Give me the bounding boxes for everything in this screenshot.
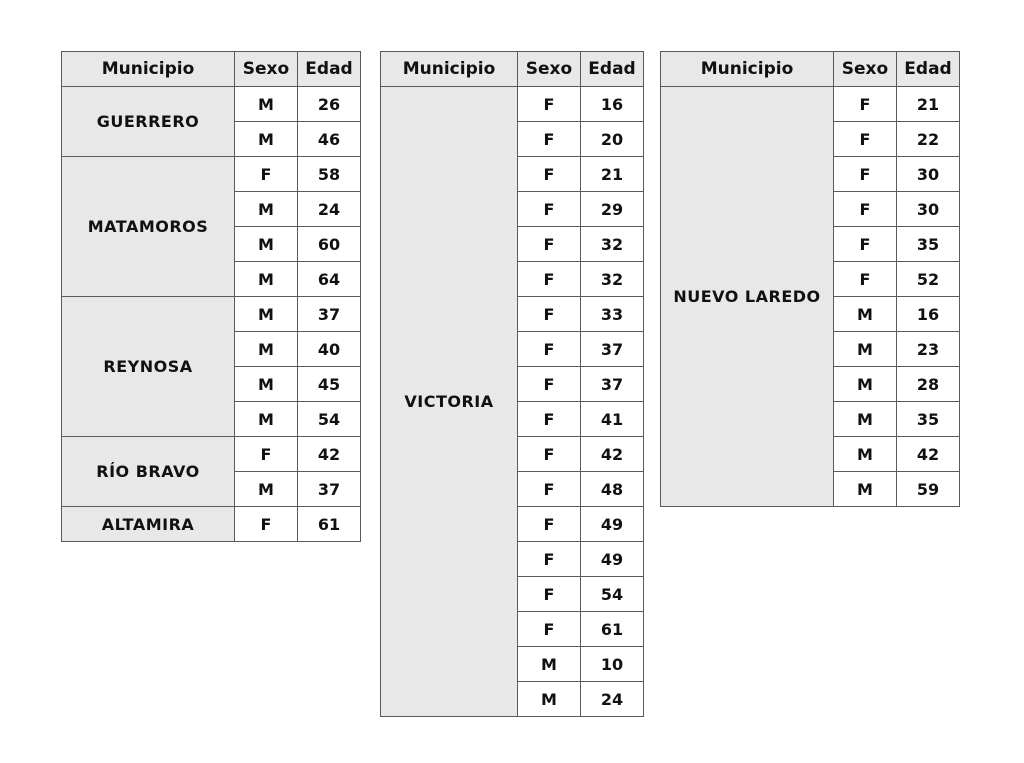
sexo-cell: M	[235, 192, 298, 227]
edad-cell: 24	[298, 192, 361, 227]
edad-cell: 32	[581, 262, 644, 297]
edad-cell: 33	[581, 297, 644, 332]
sexo-cell: F	[518, 122, 581, 157]
sexo-cell: M	[834, 402, 897, 437]
sexo-cell: M	[235, 227, 298, 262]
edad-cell: 42	[897, 437, 960, 472]
sexo-cell: M	[235, 297, 298, 332]
sexo-cell: F	[518, 612, 581, 647]
edad-cell: 22	[897, 122, 960, 157]
sexo-cell: M	[518, 682, 581, 717]
sexo-cell: M	[235, 122, 298, 157]
sexo-cell: F	[235, 437, 298, 472]
edad-cell: 60	[298, 227, 361, 262]
municipio-cell: MATAMOROS	[62, 157, 235, 297]
sexo-cell: F	[235, 507, 298, 542]
sexo-cell: F	[834, 192, 897, 227]
table-body	[661, 87, 960, 507]
edad-cell: 21	[897, 87, 960, 122]
edad-cell: 24	[581, 682, 644, 717]
edad-cell: 58	[298, 157, 361, 192]
edad-cell: 37	[298, 472, 361, 507]
municipio-cell: RÍO BRAVO	[62, 437, 235, 507]
municipio-table-1	[61, 51, 361, 542]
edad-cell: 59	[897, 472, 960, 507]
header-sexo: Sexo	[834, 52, 897, 87]
edad-cell: 21	[581, 157, 644, 192]
edad-cell: 35	[897, 227, 960, 262]
sexo-cell: M	[834, 297, 897, 332]
table-row	[62, 507, 361, 542]
edad-cell: 46	[298, 122, 361, 157]
municipio-cell: ALTAMIRA	[62, 507, 235, 542]
sexo-cell: F	[518, 332, 581, 367]
header-edad: Edad	[581, 52, 644, 87]
sexo-cell: F	[518, 297, 581, 332]
edad-cell: 23	[897, 332, 960, 367]
edad-cell: 37	[581, 332, 644, 367]
municipio-cell: VICTORIA	[381, 87, 518, 717]
sexo-cell: M	[834, 332, 897, 367]
sexo-cell: F	[518, 402, 581, 437]
sexo-cell: F	[518, 227, 581, 262]
edad-cell: 52	[897, 262, 960, 297]
sexo-cell: M	[235, 332, 298, 367]
edad-cell: 40	[298, 332, 361, 367]
sexo-cell: F	[834, 157, 897, 192]
sexo-cell: F	[518, 472, 581, 507]
edad-cell: 42	[298, 437, 361, 472]
sexo-cell: F	[518, 157, 581, 192]
edad-cell: 29	[581, 192, 644, 227]
edad-cell: 16	[897, 297, 960, 332]
municipio-table-3	[660, 51, 960, 507]
edad-cell: 45	[298, 367, 361, 402]
sexo-cell: F	[518, 192, 581, 227]
sexo-cell: M	[235, 367, 298, 402]
edad-cell: 10	[581, 647, 644, 682]
sexo-cell: F	[834, 227, 897, 262]
municipio-cell: REYNOSA	[62, 297, 235, 437]
table-row	[661, 87, 960, 122]
sexo-cell: M	[235, 87, 298, 122]
table-header	[62, 52, 361, 87]
edad-cell: 37	[298, 297, 361, 332]
municipio-table-2	[380, 51, 644, 717]
header-municipio: Municipio	[62, 52, 235, 87]
edad-cell: 61	[581, 612, 644, 647]
edad-cell: 26	[298, 87, 361, 122]
sexo-cell: F	[518, 87, 581, 122]
sexo-cell: F	[518, 577, 581, 612]
sexo-cell: F	[518, 262, 581, 297]
table-header	[661, 52, 960, 87]
edad-cell: 54	[581, 577, 644, 612]
edad-cell: 49	[581, 507, 644, 542]
table-row	[381, 87, 644, 122]
table-row	[62, 437, 361, 472]
table-row	[62, 157, 361, 192]
edad-cell: 30	[897, 192, 960, 227]
sexo-cell: F	[518, 507, 581, 542]
sexo-cell: F	[834, 122, 897, 157]
sexo-cell: F	[834, 262, 897, 297]
sexo-cell: F	[518, 437, 581, 472]
sexo-cell: F	[518, 542, 581, 577]
edad-cell: 48	[581, 472, 644, 507]
sexo-cell: F	[834, 87, 897, 122]
sexo-cell: M	[235, 472, 298, 507]
edad-cell: 32	[581, 227, 644, 262]
edad-cell: 64	[298, 262, 361, 297]
edad-cell: 37	[581, 367, 644, 402]
municipio-cell: GUERRERO	[62, 87, 235, 157]
edad-cell: 20	[581, 122, 644, 157]
sexo-cell: F	[518, 367, 581, 402]
table-row	[62, 297, 361, 332]
edad-cell: 30	[897, 157, 960, 192]
sexo-cell: M	[518, 647, 581, 682]
municipio-cell: NUEVO LAREDO	[661, 87, 834, 507]
table-header	[381, 52, 644, 87]
header-municipio: Municipio	[661, 52, 834, 87]
sexo-cell: M	[834, 367, 897, 402]
edad-cell: 61	[298, 507, 361, 542]
table-body	[381, 87, 644, 717]
edad-cell: 54	[298, 402, 361, 437]
edad-cell: 28	[897, 367, 960, 402]
sexo-cell: F	[235, 157, 298, 192]
header-municipio: Municipio	[381, 52, 518, 87]
edad-cell: 16	[581, 87, 644, 122]
edad-cell: 35	[897, 402, 960, 437]
edad-cell: 49	[581, 542, 644, 577]
table-row	[62, 87, 361, 122]
edad-cell: 42	[581, 437, 644, 472]
table-body	[62, 87, 361, 542]
sexo-cell: M	[235, 262, 298, 297]
edad-cell: 41	[581, 402, 644, 437]
header-edad: Edad	[897, 52, 960, 87]
header-edad: Edad	[298, 52, 361, 87]
sexo-cell: M	[834, 472, 897, 507]
header-sexo: Sexo	[518, 52, 581, 87]
sexo-cell: M	[235, 402, 298, 437]
header-sexo: Sexo	[235, 52, 298, 87]
sexo-cell: M	[834, 437, 897, 472]
